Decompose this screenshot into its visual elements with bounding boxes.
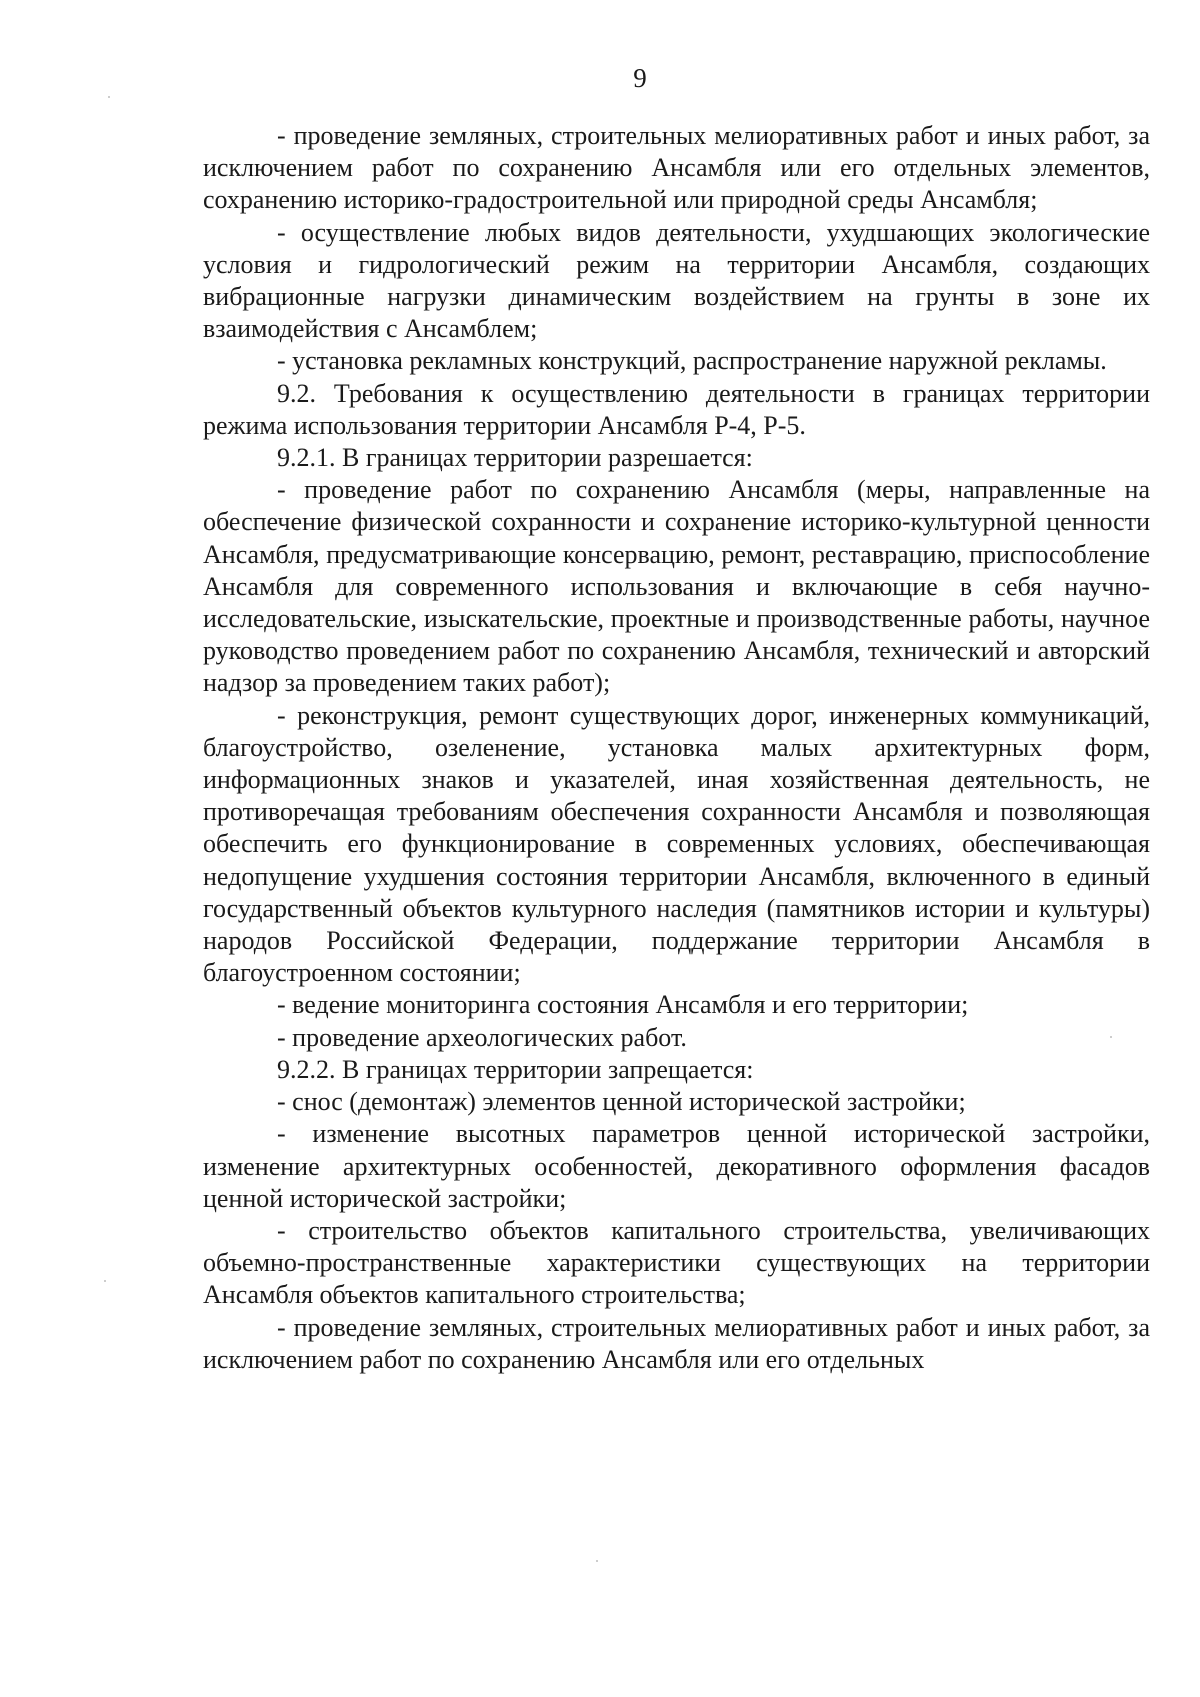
paragraph: - проведение земляных, строительных мелиоративных работ и иных работ, за исключением работ по сохранению Ансамбля или его отдельных элементов, сохранению историко-градостроительной или природной среды Ансамбля; [203,121,1150,215]
scan-speck [104,1280,106,1282]
document-body [203,120,1150,1376]
paragraph: - проведение земляных, строительных мелиоративных работ и иных работ, за исключением работ по сохранению Ансамбля или его отдельных [203,1312,1150,1374]
paragraph: 9.2. Требования к осуществлению деятельности в границах территории режима использования территории Ансамбля Р-4, Р-5. [203,378,1150,440]
paragraph: - проведение работ по сохранению Ансамбля (меры, направленные на обеспечение физической сохранности и сохранение историко-культурной ценности Ансамбля, предусматривающие консервацию, ремонт, реставрацию, приспособление Ансамбля для современного использования и включающие в себя научно-исследовательские, изыскательские, проектные и производственные работы, научное руководство проведением работ по сохранению Ансамбля, технический и авторский надзор за проведением таких работ); [203,475,1150,698]
paragraph: - ведение мониторинга состояния Ансамбля и его территории; [277,990,969,1020]
paragraph: - осуществление любых видов деятельности, ухудшающих экологические условия и гидрологический режим на территории Ансамбля, создающих вибрационные нагрузки динамическим воздействием на грунты в зоне их взаимодействия с Ансамблем; [203,217,1150,344]
paragraph: - установка рекламных конструкций, распространение наружной рекламы. [277,346,1107,376]
paragraph: 9.2.2. В границах территории запрещается: [277,1054,754,1084]
paragraph: - реконструкция, ремонт существующих дорог, инженерных коммуникаций, благоустройство, озеленение, установка малых архитектурных форм, информационных знаков и указателей, иная хозяйственная деятельность, не противоречащая требованиям обеспечения сохранности Ансамбля и позволяющая обеспечить его функционирование в современных условиях, обеспечивающая недопущение ухудшения состояния территории Ансамбля, включенного в единый государственный объектов культурного наследия (памятников истории и культуры) народов Российской Федерации, поддержание территории Ансамбля в благоустроенном состоянии; [203,700,1150,988]
scan-speck [596,1560,598,1562]
paragraph: - снос (демонтаж) элементов ценной исторической застройки; [277,1087,966,1117]
paragraph: - проведение археологических работ. [277,1022,687,1052]
paragraph: 9.2.1. В границах территории разрешается: [277,443,753,473]
paragraph: - изменение высотных параметров ценной исторической застройки, изменение архитектурных особенностей, декоративного оформления фасадов ценной исторической застройки; [203,1119,1150,1213]
scan-speck [1110,1036,1112,1038]
page-number: 9 [633,63,647,93]
scan-speck [108,96,110,98]
paragraph: - строительство объектов капитального строительства, увеличивающих объемно-пространственные характеристики существующих на территории Ансамбля объектов капитального строительства; [203,1215,1150,1310]
